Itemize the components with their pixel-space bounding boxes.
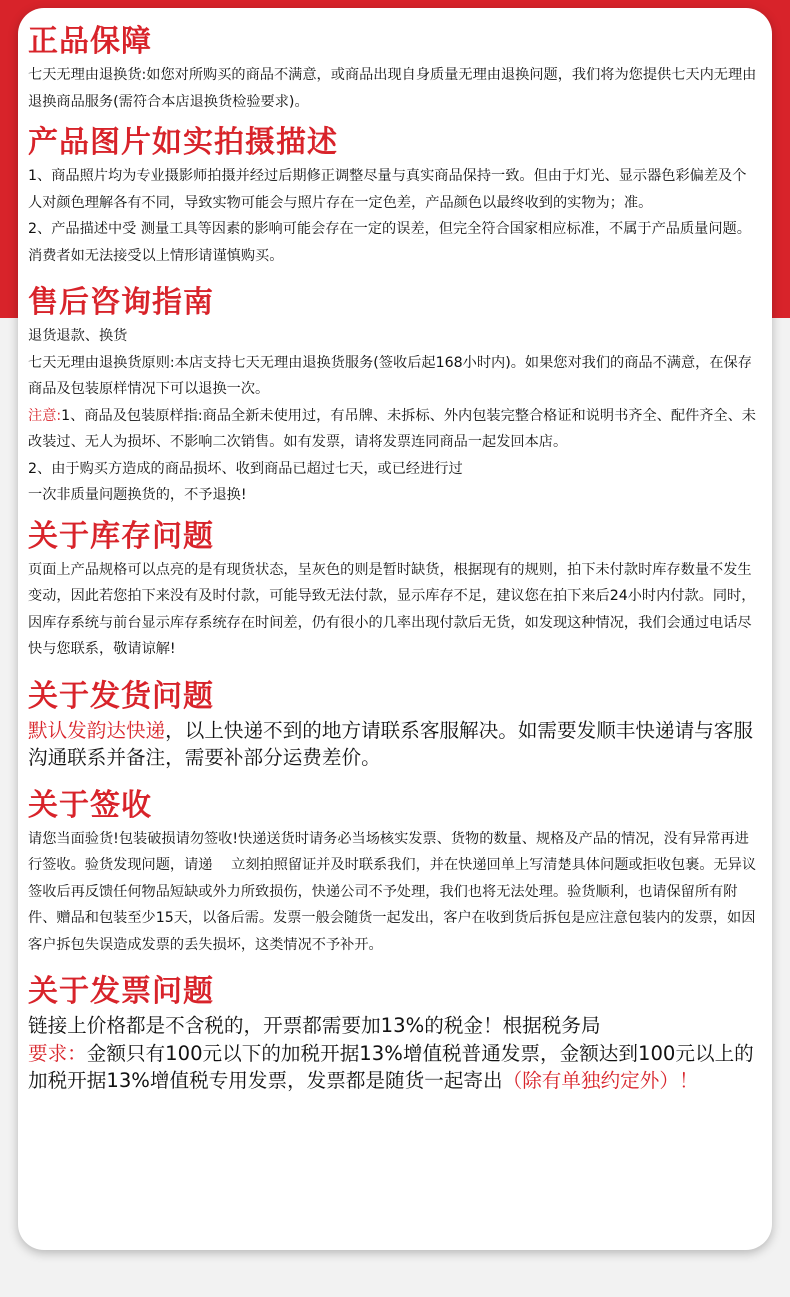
section-shipping xyxy=(28,677,758,772)
section-title-photos: 产品图片如实拍摄描述 xyxy=(28,125,338,160)
section-title-receipt: 关于签收 xyxy=(28,787,152,823)
default-courier: 默认发韵达快递 xyxy=(28,718,166,742)
section-title-guarantee: 正品保障 xyxy=(28,24,152,59)
section-title-inventory: 关于库存问题 xyxy=(28,518,214,554)
invoice-text-1: 链接上价格都是不含税的，开票都需要加13%的税金！根据税务局 xyxy=(28,1014,601,1037)
section-receipt xyxy=(28,786,758,959)
section-aftersale xyxy=(28,283,758,509)
guarantee-text: 七天无理由退换货:如您对所购买的商品不满意，或商品出现自身质量无理由退换问题，我们将为您提供七天内无理由退换商品服务(需符合本店退换货检验要求)。 xyxy=(28,67,757,110)
invoice-text-2 xyxy=(28,1040,758,1095)
section-title-invoice: 关于发票问题 xyxy=(28,974,214,1009)
shipping-text xyxy=(28,717,758,772)
aftersale-text-4: 2、由于购买方造成的商品损坏、收到商品已超过七天，或已经进行过 xyxy=(28,460,463,477)
shipping-text-rest: ，以上快递不到的地方请联系客服解决。如需要发顺丰快递请与客服沟通联系并备注，需要补部分运费差价。 xyxy=(28,718,753,769)
aftersale-text-5: 一次非质量问题换货的，不予退换! xyxy=(28,487,247,503)
invoice-text-body: 金额只有100元以下的加税开据13%增值税普通发票，金额达到100元以上的加税开据13%增值税专用发票，发票都是随货一起寄出 xyxy=(28,1041,754,1092)
aftersale-note xyxy=(28,403,758,456)
photos-text-2: 2、产品描述中受 测量工具等因素的影响可能会存在一定的误差，但完全符合国家相应标准，不属于产品质量问题。消费者如无法接受以上情形请谨慎购买。 xyxy=(28,221,751,264)
requirement-label: 要求： xyxy=(28,1041,87,1065)
aftersale-text-3: 1、商品及包装原样指:商品全新未使用过，有吊牌、未拆标、外内包装完整合格证和说明书齐全、配件齐全、未改装过、无人为损坏、不影响二次销售。如有发票，请将发票连同商品一起发回本店。 xyxy=(28,407,756,450)
section-title-shipping: 关于发货问题 xyxy=(28,678,214,714)
invoice-exception: （除有单独约定外）！ xyxy=(502,1069,699,1092)
section-inventory xyxy=(28,517,758,663)
policy-card xyxy=(18,8,772,1250)
section-guarantee xyxy=(28,22,758,115)
section-photos xyxy=(28,123,758,269)
section-invoice xyxy=(28,972,758,1095)
aftersale-text-1: 退货退款、换货 xyxy=(28,328,128,344)
inventory-text: 页面上产品规格可以点亮的是有现货状态，呈灰色的则是暂时缺货，根据现有的规则，拍下未付款时库存数量不发生变动，因此若您拍下来没有及时付款，可能导致无法付款，显示库存不足，建议您在拍下来后24小时内付款。同时，因库存系统与前台显示库存系统存在时间差，仍有很小的几率出现付款后无货，如发现这种情况，我们会通过电话尽快与您联系，敬请谅解! xyxy=(28,561,756,657)
photos-text-1: 1、商品照片均为专业摄影师拍摄并经过后期修正调整尽量与真实商品保持一致。但由于灯光、显示器色彩偏差及个人对颜色理解各有不同，导致实物可能会与照片存在一定色差，产品颜色以最终收到的实物为；准。 xyxy=(28,168,747,211)
receipt-text: 请您当面验货!包装破损请勿签收!快递送货时请务必当场核实发票、货物的数量、规格及产品的情况，没有异常再进行签收。验货发现问题，请递 立刻拍照留证并及时联系我们，并在快递回单上写清楚具体问题或拒收包裹。无异议签收后再反馈任何物品短缺或外力所致损伤，快递公司不予处理，我们也将无法处理。验货顺利，也请保留所有附件、赠品和包装至少15天，以备后需。发票一般会随货一起发出，客户在收到货后拆包是应注意包装内的发票，如因客户拆包失误造成发票的丢失损坏，这类情况不予补开。 xyxy=(28,830,757,953)
aftersale-text-2: 七天无理由退换货原则:本店支持七天无理由退换货服务(签收后起168小时内)。如果您对我们的商品不满意，在保存商品及包装原样情况下可以退换一次。 xyxy=(28,354,752,397)
note-label: 注意: xyxy=(28,407,62,424)
section-title-aftersale: 售后咨询指南 xyxy=(28,285,214,320)
